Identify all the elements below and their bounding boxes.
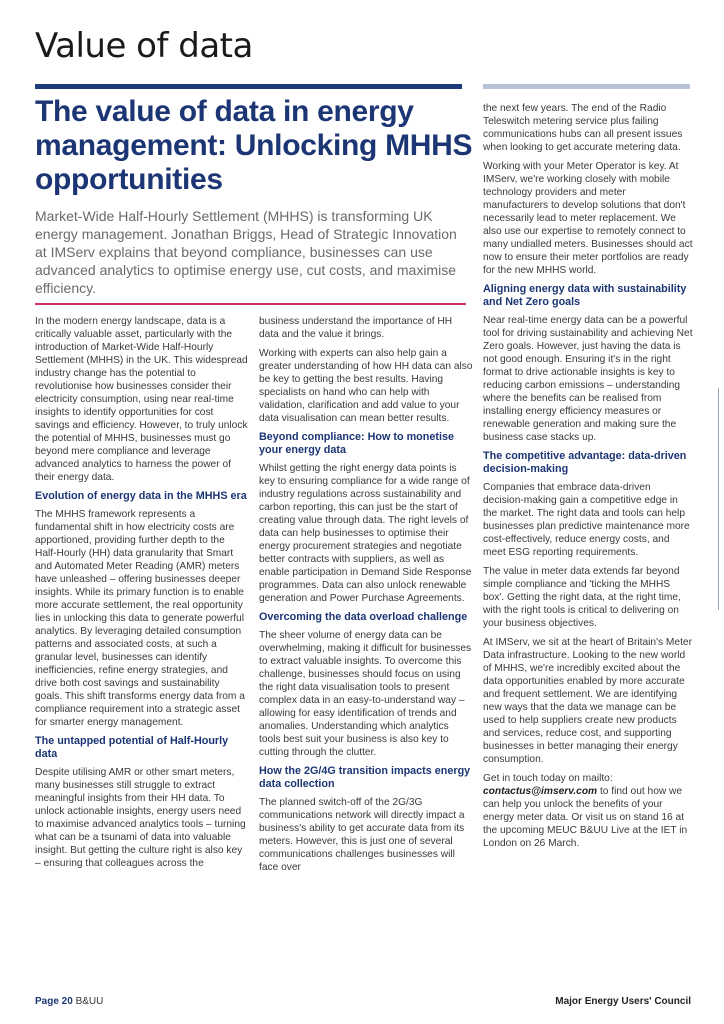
subheading: The untapped potential of Half-Hourly data: [35, 735, 229, 760]
subheading: Evolution of energy data in the MHHS era: [35, 490, 247, 502]
paragraph: Despite utilising AMR or other smart meters, many businesses still struggle to extract meaningful insights from their HH data. To unlock actionable insights, energy users need to maximise advanced analytics tools – turning what can be a tsunami of data into valuable insight. But getting the culture right is also key – ensuring that colleagues across the: [35, 767, 246, 869]
article-main: [35, 26, 473, 880]
paragraph: business understand the importance of HH data and the value it brings.: [259, 316, 453, 340]
contact-text: Get in touch today on mailto:: [483, 773, 613, 784]
contact-email-link[interactable]: contactus@imserv.com: [483, 786, 598, 797]
paragraph: Near real-time energy data can be a powerful tool for driving sustainability and achieving Net Zero goals. However, just having the data is not good enough. Ensuring it's in the right format to drive actionable insights is key to reducing carbon emissions – understanding where the benefits can be realised from installing energy efficiency measures or renewable generation and making sure the business case stacks up.: [483, 315, 693, 443]
paragraph: Whilst getting the right energy data points is key to ensuring compliance for a wide range of industry regulations across sustainability and carbon reporting, this can just be the start of creating value through data. The right levels of data can help businesses to optimise their energy procurement strategies and negotiate better contracts with suppliers, as well as enable participation in Demand Side Response programmes. Data can also unlock renewable generation and Power Purchase Agreements.: [259, 463, 472, 604]
paragraph: In the modern energy landscape, data is a critically valuable asset, particularly with the introduction of Market-Wide Half-Hourly Settlement (MHHS) in the UK. This widespread industry change has the potential to revolutionise how businesses consider their electricity consumption, using near real-time insights to identify opportunities for cost savings and efficiency. However, to truly unlock the potential of MHHS, businesses must go beyond mere compliance and leverage advanced analytics to harness the power of their energy data.: [35, 316, 248, 483]
section-title: Value of data: [35, 26, 253, 66]
paragraph: Companies that embrace data-driven decision-making gain a competitive edge in the market. The right data and tools can help businesses plan predictive maintenance more cost-effectively, reduce energy costs, and meet ESG reporting requirements.: [483, 482, 690, 558]
subheading: How the 2G/4G transition impacts energy data collection: [259, 765, 471, 790]
subheading: Aligning energy data with sustainability and Net Zero goals: [483, 283, 687, 308]
paragraph: The MHHS framework represents a fundamental shift in how electricity costs are apportioned, providing further depth to the Half-Hourly (HH) data granularity that Smart and Automated Meter Reading (AMR) meters have unleashed – offering businesses deeper insights. While its primary function is to enable more accurate settlement, the real opportunity lies in unlocking this data to generate powerful analytics. By leveraging detailed consumption patterns and associated costs, at such a granular level, businesses can identify inefficiencies, refine energy strategies, and drive both cost savings and sustainability goals. This shift transforms energy data from a compliance requirement into a strategic asset for smarter energy management.: [35, 509, 245, 728]
paragraph: The planned switch-off of the 2G/3G communications network will directly impact a business's ability to get accurate data from its meters. However, this is just one of several communications challenges businesses will face over: [259, 797, 465, 873]
contact-text: to find out how we can help you unlock the benefits of your energy meter data. Or visit us on stand 16 at the upcoming MEUC B&UU Live at the IET in London on 26 March.: [483, 786, 688, 849]
page-edge-line: [718, 388, 719, 610]
paragraph: The value in meter data extends far beyond simple compliance and 'ticking the MHHS box'. Getting the right data, at the right time, with the right tools is critical to delivering on your business objectives.: [483, 566, 681, 629]
subheading: Beyond compliance: How to monetise your energy data: [259, 431, 454, 456]
column-2: [259, 315, 473, 880]
subheading: Overcoming the data overload challenge: [259, 611, 468, 623]
contact-paragraph: [483, 772, 693, 850]
header-rule: [35, 84, 462, 89]
body-columns: [35, 315, 475, 880]
paragraph: The sheer volume of energy data can be overwhelming, making it difficult for businesses to extract valuable insights. To overcome this challenge, businesses should focus on using the right data visualisation tools to present complex data in an easy-to-understand way – allowing for easy identification of trends and anomalies. Understanding which analytics tools best suit your business is also key to cutting through the clutter.: [259, 630, 472, 758]
article-headline: The value of data in energy management: Unlocking MHHS opportunities: [35, 95, 473, 196]
column-top-rule: [483, 84, 690, 89]
footer-organisation: Major Energy Users' Council: [555, 996, 691, 1007]
paragraph: At IMServ, we sit at the heart of Britain's Meter Data infrastructure. Looking to the new world of MHHS, we're incredibly excited about the data opportunities enabled by more accurate and frequent settlement. We are identifying new ways that the data we manage can be used to help suppliers create new products and services, reduce cost, and supporting businesses in better managing their energy consumption.: [483, 637, 692, 765]
footer-page-info: [35, 996, 103, 1008]
paragraph: the next few years. The end of the Radio Teleswitch metering service plus failing communications hubs can all present issues when looking to get accurate metering data.: [483, 103, 683, 153]
publication-name: B&UU: [75, 996, 104, 1007]
paragraph: Working with experts can also help gain a greater understanding of how HH data can also be key to getting the best results. Having specialists on hand who can help with validation, clarification and add value to your data visualisation can mean better results.: [259, 348, 473, 424]
article-standfirst: Market-Wide Half-Hourly Settlement (MHHS) is transforming UK energy management. Jonathan Briggs, Head of Strategic Innovation at IMServ explains that beyond compliance, businesses can use advanced analytics to optimise energy use, cut costs, and maximise efficiency.: [35, 208, 457, 296]
column-3: [483, 102, 693, 856]
page-number: Page 20: [35, 996, 73, 1007]
column-1: [35, 315, 249, 880]
standfirst-rule: [35, 303, 466, 305]
subheading: The competitive advantage: data-driven decision-making: [483, 450, 687, 475]
paragraph: Working with your Meter Operator is key. At IMServ, we're working closely with mobile technology providers and meter manufacturers to develop solutions that don't necessarily lead to meter replacement. We also use our expertise to remotely connect to many undialled meters. Businesses should act now to ensure their meter portfolios are ready for the new MHHS world.: [483, 161, 693, 276]
